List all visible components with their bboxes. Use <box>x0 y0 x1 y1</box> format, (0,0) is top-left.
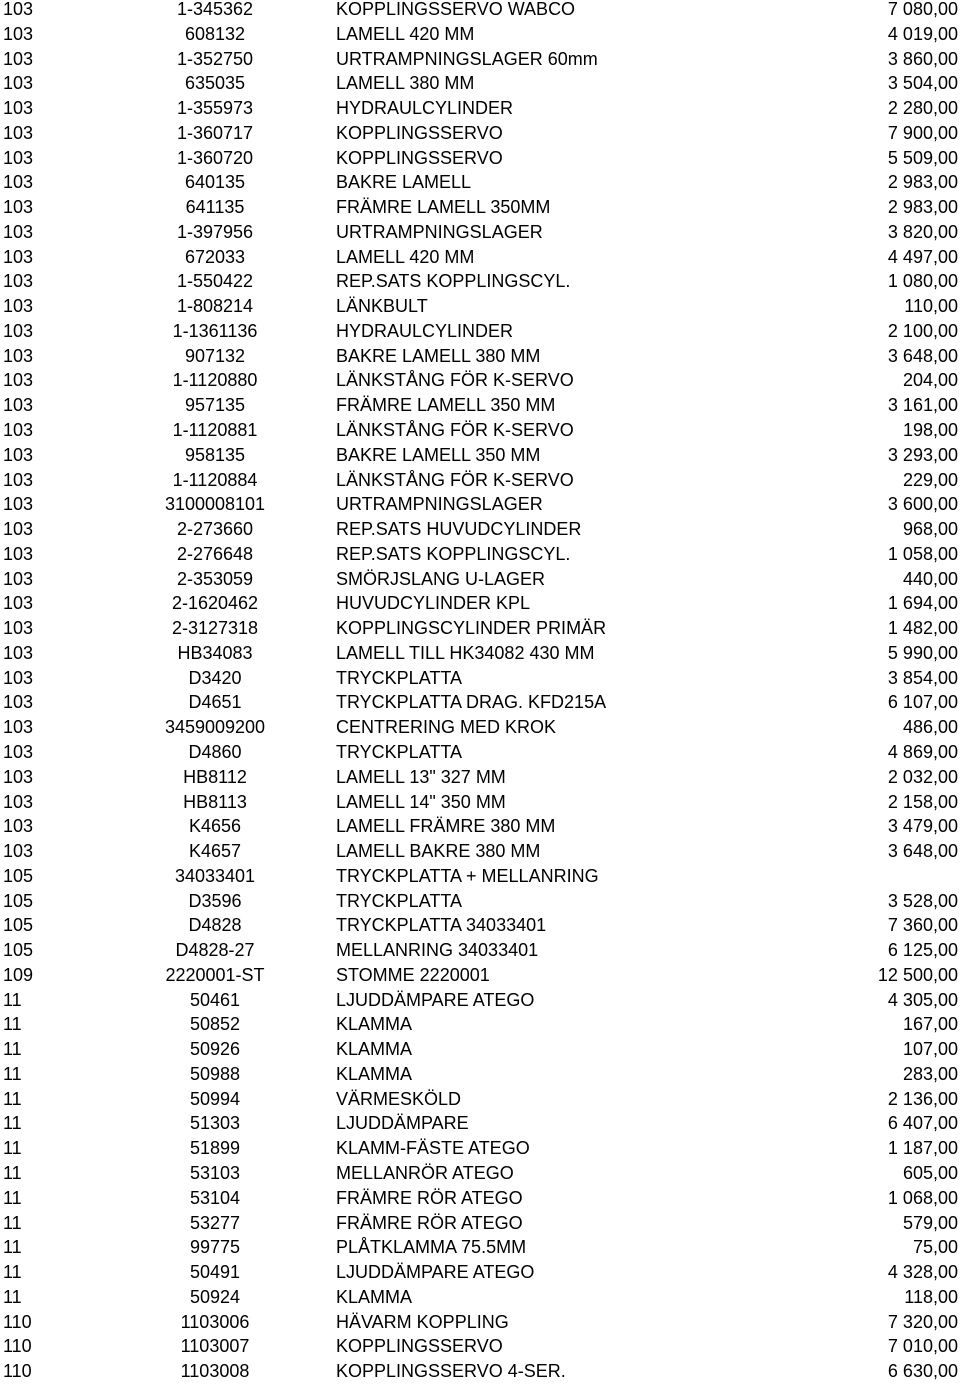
group-cell: 103 <box>3 766 34 787</box>
table-row <box>0 916 960 941</box>
description-cell: KOPPLINGSSERVO <box>336 122 503 143</box>
part-number-cell: 907132 <box>184 345 246 366</box>
price-cell: 605,00 <box>902 1162 958 1183</box>
part-number-cell: 1103006 <box>180 1311 250 1332</box>
price-cell: 3 504,00 <box>887 73 958 94</box>
part-number-cell: 1103008 <box>180 1361 250 1382</box>
part-number-cell: 2-273660 <box>176 519 254 540</box>
group-cell: 103 <box>3 816 34 837</box>
part-number-cell: 608132 <box>184 23 246 44</box>
table-row <box>0 149 960 174</box>
description-cell: FRÄMRE LAMELL 350MM <box>336 197 551 218</box>
price-cell: 4 019,00 <box>887 23 958 44</box>
price-cell: 2 983,00 <box>887 197 958 218</box>
group-cell: 103 <box>3 147 34 168</box>
group-cell: 103 <box>3 296 34 317</box>
group-cell: 103 <box>3 494 34 515</box>
table-row <box>0 619 960 644</box>
part-number-cell: 1-1361136 <box>172 320 258 341</box>
description-cell: KOPPLINGSSERVO <box>336 1336 503 1357</box>
part-number-cell: 51899 <box>189 1138 241 1159</box>
description-cell: LAMELL 380 MM <box>336 73 475 94</box>
description-cell: TRYCKPLATTA <box>336 741 463 762</box>
part-number-cell: 1-360717 <box>176 122 254 143</box>
group-cell: 103 <box>3 741 34 762</box>
table-row <box>0 272 960 297</box>
table-row <box>0 347 960 372</box>
price-cell: 204,00 <box>902 370 958 391</box>
description-cell: HYDRAULCYLINDER <box>336 320 514 341</box>
table-row <box>0 1189 960 1214</box>
group-cell: 103 <box>3 73 34 94</box>
price-cell: 118,00 <box>904 1286 958 1307</box>
group-cell: 11 <box>3 1286 22 1307</box>
table-row <box>0 1065 960 1090</box>
description-cell: SMÖRJSLANG U-LAGER <box>336 568 546 589</box>
group-cell: 11 <box>3 1088 22 1109</box>
part-number-cell: 1-1120884 <box>172 469 258 490</box>
group-cell: 105 <box>3 940 34 961</box>
description-cell: LJUDDÄMPARE <box>336 1113 469 1134</box>
part-number-cell: 53277 <box>189 1212 241 1233</box>
part-number-cell: 1-345362 <box>176 0 254 19</box>
group-cell: 11 <box>3 1113 22 1134</box>
price-cell: 283,00 <box>902 1063 958 1084</box>
part-number-cell: 50926 <box>189 1039 241 1060</box>
description-cell: KLAMMA <box>336 1014 413 1035</box>
price-cell: 440,00 <box>902 568 958 589</box>
price-cell: 486,00 <box>902 717 958 738</box>
part-number-cell: 1-352750 <box>176 48 254 69</box>
part-number-cell: D4828 <box>188 915 242 936</box>
group-cell: 11 <box>3 1212 22 1233</box>
price-cell: 1 187,00 <box>887 1138 958 1159</box>
part-number-cell: 640135 <box>184 172 246 193</box>
group-cell: 105 <box>3 890 34 911</box>
description-cell: KLAMMA <box>336 1286 413 1307</box>
table-row <box>0 867 960 892</box>
table-row <box>0 74 960 99</box>
table-row <box>0 471 960 496</box>
table-row <box>0 322 960 347</box>
price-cell: 6 125,00 <box>887 940 958 961</box>
group-cell: 11 <box>3 1237 22 1258</box>
part-number-cell: 53104 <box>189 1187 241 1208</box>
group-cell: 103 <box>3 98 34 119</box>
description-cell: URTRAMPNINGSLAGER <box>336 221 543 242</box>
price-cell: 7 320,00 <box>887 1311 958 1332</box>
part-number-cell: D3596 <box>188 890 242 911</box>
description-cell: KOPPLINGSSERVO WABCO <box>336 0 576 19</box>
table-row <box>0 793 960 818</box>
group-cell: 103 <box>3 791 34 812</box>
table-row <box>0 1015 960 1040</box>
description-cell: TRYCKPLATTA + MELLANRING <box>336 865 599 886</box>
part-number-cell: 2-353059 <box>176 568 254 589</box>
table-row <box>0 768 960 793</box>
description-cell: LÄNKSTÅNG FÖR K-SERVO <box>336 370 574 391</box>
description-cell: BAKRE LAMELL <box>336 172 472 193</box>
price-cell: 110,00 <box>904 296 958 317</box>
table-row <box>0 1214 960 1239</box>
table-row <box>0 1337 960 1362</box>
table-row <box>0 669 960 694</box>
group-cell: 11 <box>3 1039 22 1060</box>
description-cell: LAMELL 420 MM <box>336 23 475 44</box>
description-cell: REP.SATS KOPPLINGSCYL. <box>336 543 571 564</box>
table-row <box>0 25 960 50</box>
description-cell: FRÄMRE RÖR ATEGO <box>336 1187 523 1208</box>
table-row <box>0 1362 960 1387</box>
table-row <box>0 223 960 248</box>
description-cell: LJUDDÄMPARE ATEGO <box>336 989 535 1010</box>
table-row <box>0 1263 960 1288</box>
part-number-cell: 1-355973 <box>176 98 254 119</box>
table-row <box>0 1288 960 1313</box>
part-number-cell: 958135 <box>184 444 246 465</box>
table-row <box>0 1090 960 1115</box>
group-cell: 110 <box>3 1336 32 1357</box>
part-number-cell: K4657 <box>188 841 242 862</box>
table-row <box>0 693 960 718</box>
group-cell: 103 <box>3 271 34 292</box>
group-cell: 103 <box>3 23 34 44</box>
description-cell: STOMME 2220001 <box>336 964 490 985</box>
price-cell: 2 158,00 <box>887 791 958 812</box>
group-cell: 110 <box>3 1361 32 1382</box>
price-cell: 12 500,00 <box>877 964 958 985</box>
description-cell: LAMELL FRÄMRE 380 MM <box>336 816 556 837</box>
price-cell: 6 407,00 <box>887 1113 958 1134</box>
description-cell: FRÄMRE RÖR ATEGO <box>336 1212 523 1233</box>
description-cell: MELLANRING 34033401 <box>336 940 539 961</box>
group-cell: 103 <box>3 692 34 713</box>
description-cell: TRYCKPLATTA 34033401 <box>336 915 547 936</box>
price-cell: 3 161,00 <box>887 395 958 416</box>
part-number-cell: 1-360720 <box>176 147 254 168</box>
part-number-cell: K4656 <box>188 816 242 837</box>
group-cell: 103 <box>3 618 34 639</box>
group-cell: 103 <box>3 246 34 267</box>
description-cell: KOPPLINGSSERVO 4-SER. <box>336 1361 566 1382</box>
table-row <box>0 644 960 669</box>
part-number-cell: 1103007 <box>180 1336 250 1357</box>
group-cell: 103 <box>3 48 34 69</box>
price-cell: 7 360,00 <box>887 915 958 936</box>
description-cell: URTRAMPNINGSLAGER <box>336 494 543 515</box>
description-cell: VÄRMESKÖLD <box>336 1088 462 1109</box>
description-cell: URTRAMPNINGSLAGER 60mm <box>336 48 598 69</box>
group-cell: 103 <box>3 642 34 663</box>
group-cell: 11 <box>3 1063 22 1084</box>
part-number-cell: 2220001-ST <box>165 964 265 985</box>
table-row <box>0 570 960 595</box>
description-cell: PLÅTKLAMMA 75.5MM <box>336 1237 527 1258</box>
description-cell: KLAMMA <box>336 1039 413 1060</box>
group-cell: 11 <box>3 989 22 1010</box>
price-cell: 167,00 <box>902 1014 958 1035</box>
description-cell: TRYCKPLATTA DRAG. KFD215A <box>336 692 607 713</box>
group-cell: 103 <box>3 0 34 19</box>
description-cell: LAMELL 420 MM <box>336 246 475 267</box>
group-cell: 103 <box>3 370 34 391</box>
group-cell: 103 <box>3 568 34 589</box>
part-number-cell: 672033 <box>184 246 246 267</box>
price-cell: 5 509,00 <box>887 147 958 168</box>
price-cell: 6 630,00 <box>887 1361 958 1382</box>
group-cell: 103 <box>3 841 34 862</box>
part-number-cell: 34033401 <box>174 865 256 886</box>
part-number-cell: 50491 <box>189 1262 241 1283</box>
part-number-cell: 2-1620462 <box>171 593 259 614</box>
table-row <box>0 991 960 1016</box>
price-cell: 7 080,00 <box>887 0 958 19</box>
table-row <box>0 743 960 768</box>
part-number-cell: 99775 <box>189 1237 241 1258</box>
group-cell: 103 <box>3 593 34 614</box>
description-cell: BAKRE LAMELL 350 MM <box>336 444 541 465</box>
part-number-cell: D4651 <box>188 692 242 713</box>
description-cell: BAKRE LAMELL 380 MM <box>336 345 541 366</box>
part-number-cell: HB8113 <box>183 791 247 812</box>
group-cell: 103 <box>3 543 34 564</box>
part-number-cell: 957135 <box>184 395 246 416</box>
part-number-cell: HB8112 <box>183 766 247 787</box>
table-row <box>0 396 960 421</box>
price-cell: 3 600,00 <box>887 494 958 515</box>
group-cell: 11 <box>3 1187 22 1208</box>
description-cell: REP.SATS KOPPLINGSCYL. <box>336 271 571 292</box>
table-row <box>0 718 960 743</box>
part-number-cell: 50852 <box>189 1014 241 1035</box>
table-row <box>0 941 960 966</box>
group-cell: 103 <box>3 667 34 688</box>
price-cell: 3 648,00 <box>887 345 958 366</box>
table-row <box>0 842 960 867</box>
part-number-cell: 1-1120881 <box>172 420 258 441</box>
group-cell: 103 <box>3 717 34 738</box>
description-cell: KLAMMA <box>336 1063 413 1084</box>
part-number-cell: 1-397956 <box>176 221 254 242</box>
description-cell: TRYCKPLATTA <box>336 667 463 688</box>
price-cell: 2 032,00 <box>887 766 958 787</box>
description-cell: LJUDDÄMPARE ATEGO <box>336 1262 535 1283</box>
description-cell: LAMELL BAKRE 380 MM <box>336 841 541 862</box>
group-cell: 103 <box>3 172 34 193</box>
table-row <box>0 1040 960 1065</box>
price-cell: 7 900,00 <box>887 122 958 143</box>
price-cell: 1 694,00 <box>887 593 958 614</box>
price-cell: 3 854,00 <box>887 667 958 688</box>
group-cell: 11 <box>3 1138 22 1159</box>
price-cell: 6 107,00 <box>887 692 958 713</box>
table-row <box>0 173 960 198</box>
group-cell: 109 <box>3 964 34 985</box>
price-cell: 1 068,00 <box>887 1187 958 1208</box>
table-row <box>0 1164 960 1189</box>
description-cell: HYDRAULCYLINDER <box>336 98 514 119</box>
group-cell: 105 <box>3 865 34 886</box>
part-number-cell: 1-808214 <box>176 296 254 317</box>
price-cell: 7 010,00 <box>887 1336 958 1357</box>
group-cell: 103 <box>3 221 34 242</box>
table-row <box>0 50 960 75</box>
table-row <box>0 371 960 396</box>
description-cell: TRYCKPLATTA <box>336 890 463 911</box>
description-cell: REP.SATS HUVUDCYLINDER <box>336 519 582 540</box>
price-cell: 3 648,00 <box>887 841 958 862</box>
price-cell: 4 305,00 <box>887 989 958 1010</box>
group-cell: 103 <box>3 395 34 416</box>
price-cell: 3 860,00 <box>887 48 958 69</box>
price-cell: 3 293,00 <box>887 444 958 465</box>
price-cell: 1 080,00 <box>887 271 958 292</box>
group-cell: 103 <box>3 197 34 218</box>
price-cell: 3 820,00 <box>887 221 958 242</box>
price-cell: 229,00 <box>902 469 958 490</box>
part-number-cell: 2-276648 <box>176 543 254 564</box>
price-cell: 5 990,00 <box>887 642 958 663</box>
table-row <box>0 297 960 322</box>
table-row <box>0 1139 960 1164</box>
table-row <box>0 1114 960 1139</box>
group-cell: 110 <box>3 1311 32 1332</box>
table-row <box>0 0 960 25</box>
description-cell: MELLANRÖR ATEGO <box>336 1162 514 1183</box>
price-cell: 3 479,00 <box>887 816 958 837</box>
part-number-cell: 50924 <box>189 1286 241 1307</box>
part-number-cell: D4828-27 <box>175 940 255 961</box>
price-cell: 1 058,00 <box>887 543 958 564</box>
description-cell: CENTRERING MED KROK <box>336 717 557 738</box>
group-cell: 103 <box>3 420 34 441</box>
price-cell: 3 528,00 <box>887 890 958 911</box>
description-cell: LÄNKSTÅNG FÖR K-SERVO <box>336 420 574 441</box>
part-number-cell: 51303 <box>189 1113 241 1134</box>
group-cell: 103 <box>3 122 34 143</box>
group-cell: 103 <box>3 320 34 341</box>
part-number-cell: 3100008101 <box>164 494 266 515</box>
table-row <box>0 892 960 917</box>
description-cell: LÄNKBULT <box>336 296 428 317</box>
part-number-cell: D3420 <box>188 667 242 688</box>
description-cell: KOPPLINGSSERVO <box>336 147 503 168</box>
table-row <box>0 817 960 842</box>
price-cell: 2 100,00 <box>887 320 958 341</box>
table-row <box>0 421 960 446</box>
table-row <box>0 124 960 149</box>
part-number-cell: 2-3127318 <box>171 618 259 639</box>
group-cell: 103 <box>3 345 34 366</box>
table-row <box>0 248 960 273</box>
description-cell: LAMELL 14" 350 MM <box>336 791 506 812</box>
price-cell: 1 482,00 <box>887 618 958 639</box>
group-cell: 103 <box>3 519 34 540</box>
price-cell: 198,00 <box>902 420 958 441</box>
table-row <box>0 545 960 570</box>
table-row <box>0 198 960 223</box>
table-row <box>0 446 960 471</box>
part-number-cell: 50994 <box>189 1088 241 1109</box>
price-cell: 2 136,00 <box>887 1088 958 1109</box>
group-cell: 11 <box>3 1014 22 1035</box>
price-cell: 4 328,00 <box>887 1262 958 1283</box>
table-row <box>0 1313 960 1338</box>
table-row <box>0 594 960 619</box>
price-cell: 2 983,00 <box>887 172 958 193</box>
part-number-cell: HB34083 <box>177 642 253 663</box>
description-cell: KOPPLINGSCYLINDER PRIMÄR <box>336 618 607 639</box>
group-cell: 11 <box>3 1262 22 1283</box>
description-cell: LAMELL 13" 327 MM <box>336 766 506 787</box>
price-cell: 107,00 <box>902 1039 958 1060</box>
part-number-cell: 50461 <box>189 989 241 1010</box>
table-row <box>0 966 960 991</box>
description-cell: LAMELL TILL HK34082 430 MM <box>336 642 595 663</box>
table-row <box>0 520 960 545</box>
group-cell: 11 <box>3 1162 22 1183</box>
group-cell: 103 <box>3 444 34 465</box>
part-number-cell: D4860 <box>188 741 242 762</box>
description-cell: FRÄMRE LAMELL 350 MM <box>336 395 556 416</box>
part-number-cell: 641135 <box>185 197 245 218</box>
part-number-cell: 1-550422 <box>176 271 254 292</box>
description-cell: HÄVARM KOPPLING <box>336 1311 509 1332</box>
description-cell: HUVUDCYLINDER KPL <box>336 593 531 614</box>
part-number-cell: 635035 <box>184 73 246 94</box>
description-cell: KLAMM-FÄSTE ATEGO <box>336 1138 530 1159</box>
price-cell: 75,00 <box>912 1237 958 1258</box>
table-row <box>0 1238 960 1263</box>
price-cell: 4 497,00 <box>887 246 958 267</box>
table-row <box>0 99 960 124</box>
price-cell: 2 280,00 <box>887 98 958 119</box>
price-cell: 4 869,00 <box>887 741 958 762</box>
part-number-cell: 1-1120880 <box>172 370 258 391</box>
description-cell: LÄNKSTÅNG FÖR K-SERVO <box>336 469 574 490</box>
part-number-cell: 53103 <box>189 1162 241 1183</box>
price-cell: 968,00 <box>902 519 958 540</box>
price-cell: 579,00 <box>902 1212 958 1233</box>
part-number-cell: 50988 <box>189 1063 241 1084</box>
group-cell: 103 <box>3 469 34 490</box>
part-number-cell: 3459009200 <box>164 717 266 738</box>
group-cell: 105 <box>3 915 34 936</box>
table-row <box>0 495 960 520</box>
